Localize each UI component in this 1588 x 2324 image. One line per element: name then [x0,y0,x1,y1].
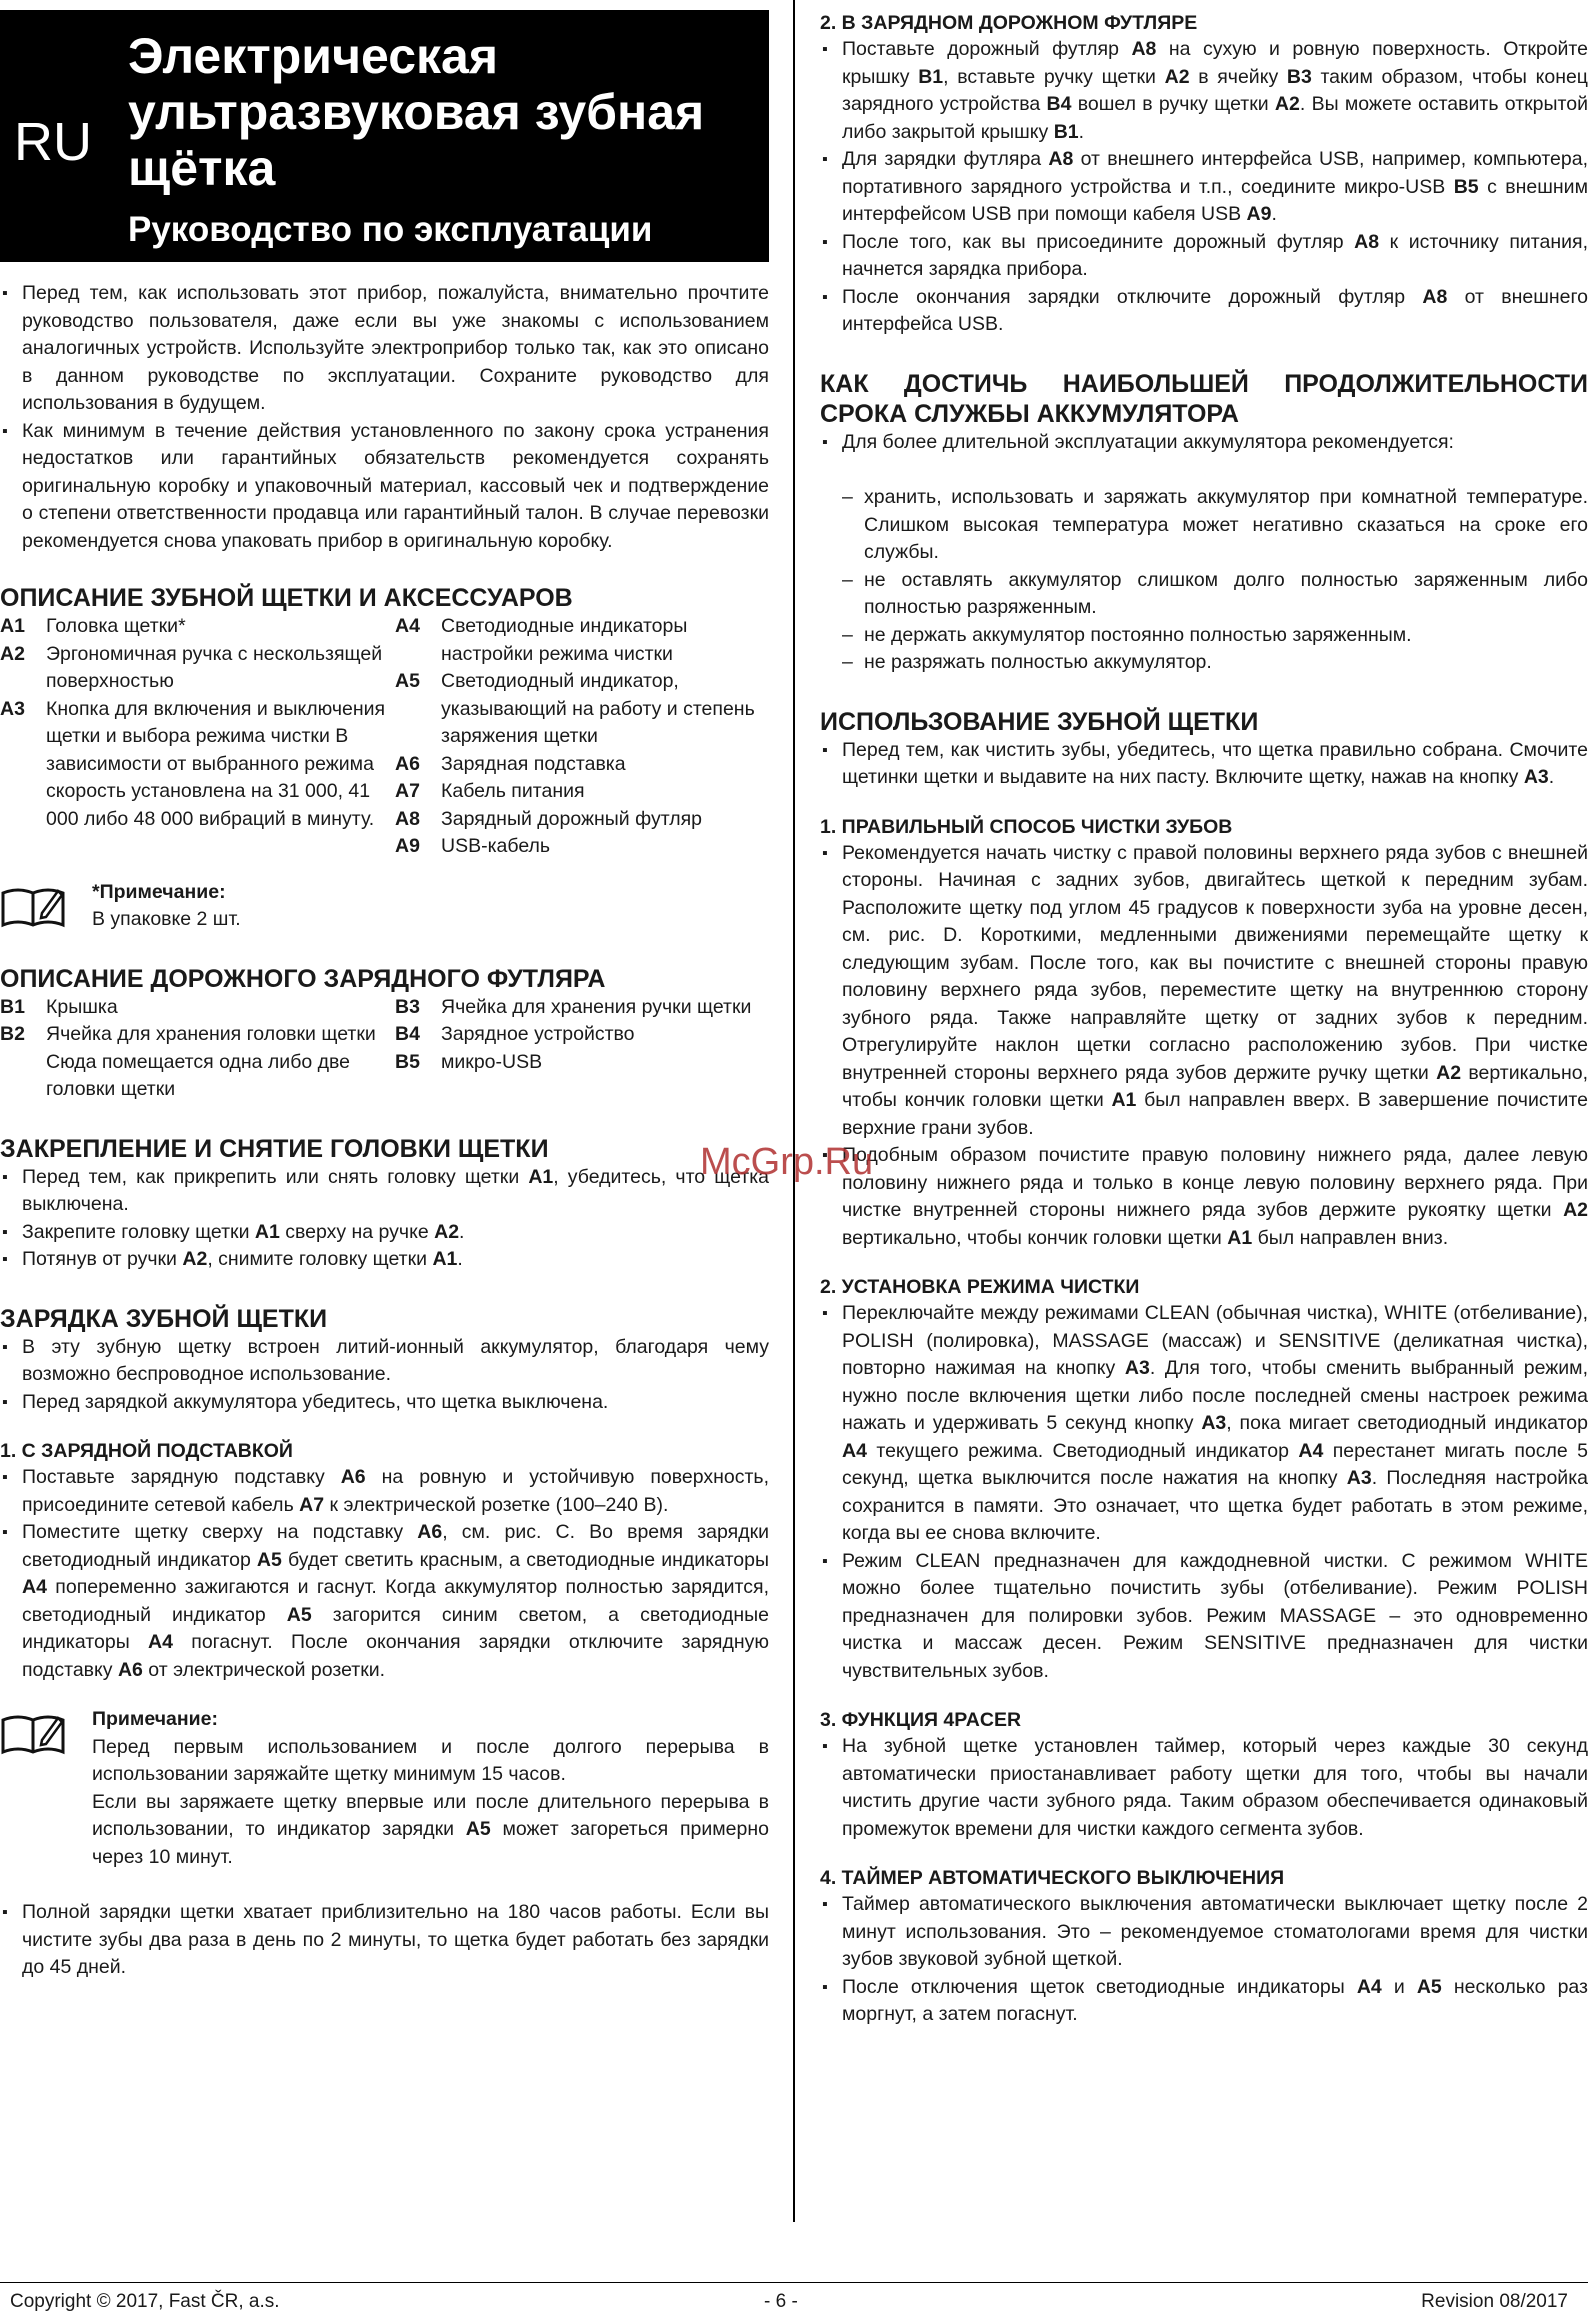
language-code: RU [14,112,92,172]
part-item: A2 Эргономичная ручка с нескользящей поверхностью [0,642,383,692]
list-item: ▪ После окончания зарядки отключите дорожный футляр A8 от внешнего интерфейса USB. [820,284,1588,339]
note-text: Перед первым использованием и после долгого перерыва в использовании заряжайте щетку минимум 15 часов. [92,1735,769,1785]
title-banner [0,10,769,262]
part-item: A5 Светодиодный индикатор, указывающий на работу и степень заряжения щетки [395,670,755,747]
list-item: ▪ После того, как вы присоедините дорожный футляр A8 к источнику питания, начнется зарядка прибора. [820,229,1588,284]
list-item: ▪ Перед тем, как прикрепить или снять головку щетки A1, убедитесь, что щетка выключена. [0,1164,769,1219]
part-item: A1 Головка щетки* [0,615,186,637]
list-item: ▪ Закрепите головку щетки A1 сверху на ручке A2. [0,1219,769,1247]
subsection-heading: 1. С ЗАРЯДНОЙ ПОДСТАВКОЙ [0,1440,293,1462]
dash-item: – не оставлять аккумулятор слишком долго полностью заряженным либо полностью разряженным. [820,567,1588,622]
list-item: ▪ Поставьте зарядную подставку A6 на ровную и устойчивую поверхность, присоедините сетевой кабель A7 к электрической розетке (100–240 В). [0,1464,769,1519]
part-item: A4 Светодиодные индикаторы настройки режима чистки [395,615,688,665]
list-item: ▪ Режим CLEAN предназначен для каждодневной чистки. С режимом WHITE можно более тщательно почистить зубы (отбеливание). Режим POLISH предназначен для полировки зубов. Режим MASSAGE – это одновременно чистка и массаж десен. Режим SENSITIVE предназначен для чистки чувствительных зубов. [820,1548,1588,1686]
part-item: A8 Зарядный дорожный футляр [395,807,702,830]
part-item: B2 Ячейка для хранения головки щетки Сюда помещается одна либо две головки щетки [0,1023,376,1100]
column-divider [793,0,795,2222]
section-heading: ОПИСАНИЕ ДОРОЖНОГО ЗАРЯДНОГО ФУТЛЯРА [0,964,606,993]
note-text: В упаковке 2 шт. [92,908,241,930]
section-heading: ЗАКРЕПЛЕНИЕ И СНЯТИЕ ГОЛОВКИ ЩЕТКИ [0,1134,549,1163]
parts-list-brush [0,613,769,861]
section-heading: ОПИСАНИЕ ЗУБНОЙ ЩЕТКИ И АКСЕССУАРОВ [0,584,573,612]
list-item: ▪ Подобным образом почистите правую половину нижнего ряда, далее левую половину нижнего ряда и только в конце левую половину верхнего ряда. При чистке внутренней стороны нижнего ряда зубов держите рукоятку щетки A2 вертикально, чтобы кончик головки щетки A1 был направлен вниз. [820,1142,1588,1252]
document-subtitle: Руководство по эксплуатации [128,210,653,249]
list-item: ▪ После отключения щеток светодиодные индикаторы A4 и A5 несколько раз моргнут, а затем погаснут. [820,1974,1588,2029]
footer-revision: Revision 08/2017 [1421,2291,1568,2312]
footer-page-number: - 6 - [764,2291,798,2312]
part-item: B4 Зарядное устройство [395,1023,635,1045]
dash-item: – хранить, использовать и заряжать аккумулятор при комнатной температуре. Слишком высокая температура может негативно сказаться на сроке его службы. [820,484,1588,567]
book-note-icon [0,885,66,940]
part-item: A3 Кнопка для включения и выключения щетки и выбора режима чистки В зависимости от выбранного режима скорость установлена на 31 000, 41 000 либо 48 000 вибраций в минуту. [0,697,386,830]
list-item: ▪ Таймер автоматического выключения автоматически выключает щетку после 2 минут использования. Это – рекомендуемое стоматологами время для чистки зубов звуковой зубной щеткой. [820,1891,1588,1974]
dash-item: – не держать аккумулятор постоянно полностью заряженным. [820,622,1588,650]
note-text: Если вы заряжаете щетку впервые или после длительного перерыва в использовании, то индикатор зарядки A5 может загореться примерно через 10 минут. [92,1790,769,1868]
note-title: Примечание: [92,1708,218,1730]
list-item: ▪ Перед зарядкой аккумулятора убедитесь, что щетка выключена. [0,1389,769,1417]
book-note-icon [0,1712,66,1767]
intro-paragraph: ▪ Перед тем, как использовать этот прибор, пожалуйста, внимательно прочтите руководство пользователя, даже если вы уже знакомы с использованием аналогичных устройств. Используйте электроприбор только так, как это описано в данном руководстве по эксплуатации. Сохраните руководство для использования в будущем. [0,280,769,418]
part-item: A6 Зарядная подставка [395,752,626,775]
list-item: ▪ Рекомендуется начать чистку с правой половины верхнего ряда зубов с внешней стороны. Начиная с задних зубов, двигайтесь щеткой к передним зубам. Расположите щетку под углом 45 градусов к поверхности зуба на уровне десен, см. рис. D. Короткими, медленными движениями перемещайте щетку к следующим зубам. После того, как вы почистите с внешней стороны правую половину верхнего ряда зубов, переместите щетку на внутреннюю сторону зубного ряда. Также направляйте щетку от задних зубов к передним. Отрегулируйте наклон щетки согласно расположению зубов. При чистке внутренней стороны верхнего ряда зубов держите ручку щетки A2 вертикально, чтобы кончик головки щетки A1 был направлен вверх. В завершение почистите верхние грани зубов. [820,840,1588,1143]
list-item: ▪ Для более длительной эксплуатации аккумулятора рекомендуется: [820,429,1588,457]
list-item: ▪ Полной зарядки щетки хватает приблизительно на 180 часов работы. Если вы чистите зубы два раза в день по 2 минуты, то щетка будет работать без зарядки до 45 дней. [0,1899,769,1982]
part-item: A7 Кабель питания [395,780,585,802]
note-title: *Примечание: [92,880,226,903]
part-item: B3 Ячейка для хранения ручки щетки [395,995,752,1018]
section-heading: ИСПОЛЬЗОВАНИЕ ЗУБНОЙ ЩЕТКИ [820,707,1259,736]
dash-item: – не разряжать полностью аккумулятор. [820,649,1588,677]
subsection-heading: 1. ПРАВИЛЬНЫЙ СПОСОБ ЧИСТКИ ЗУБОВ [820,815,1233,838]
right-column [820,10,1588,2029]
section-heading: ЗАРЯДКА ЗУБНОЙ ЩЕТКИ [0,1304,328,1333]
list-item: ▪ В эту зубную щетку встроен литий-ионный аккумулятор, благодаря чему возможно беспроводное использование. [0,1334,769,1389]
subsection-heading: 2. УСТАНОВКА РЕЖИМА ЧИСТКИ [820,1276,1140,1298]
subsection-heading: 4. ТАЙМЕР АВТОМАТИЧЕСКОГО ВЫКЛЮЧЕНИЯ [820,1867,1285,1889]
watermark: McGrp.Ru [700,1141,874,1183]
footer-rule [0,2282,1588,2283]
part-item: B1 Крышка [0,995,118,1018]
note-block [0,879,769,934]
part-item: B5 микро-USB [395,1050,543,1073]
intro-paragraph: ▪ Как минимум в течение действия установленного по закону срока устранения недостатков или гарантийных обязательств рекомендуется сохранять оригинальную коробку и упаковочный материал, кассовый чек и подтверждение о степени ответственности продавца или гарантийный талон. В случае перевозки рекомендуется снова упаковать прибор в оригинальную коробку. [0,418,769,556]
list-item: ▪ Перед тем, как чистить зубы, убедитесь, что щетка правильно собрана. Смочите щетинки щетки и выдавите на них пасту. Включите щетку, нажав на кнопку A3. [820,737,1588,792]
list-item: ▪ Для зарядки футляра A8 от внешнего интерфейса USB, например, компьютера, портативного зарядного устройства и т.п., соедините микро-USB B5 с внешним интерфейсом USB при помощи кабеля USB A9. [820,146,1588,229]
list-item: ▪ Поставьте дорожный футляр A8 на сухую и ровную поверхность. Откройте крышку B1, вставьте ручку щетки A2 в ячейку B3 таким образом, чтобы конец зарядного устройства B4 вошел в ручку щетки A2. Вы можете оставить открытой либо закрытой крышку B1. [820,36,1588,146]
document-title: Электрическая ультразвуковая зубная щётка [128,28,705,196]
subsection-heading: 2. В ЗАРЯДНОМ ДОРОЖНОМ ФУТЛЯРЕ [820,12,1198,34]
list-item: ▪ Переключайте между режимами CLEAN (обычная чистка), WHITE (отбеливание), POLISH (полировка), MASSAGE (массаж) и SENSITIVE (деликатная чистка), повторно нажимая на кнопку A3. Для того, чтобы сменить выбранный режим, нужно после включения щетки либо после последней смены настроек режима нажать и удерживать 5 секунд кнопку A3, пока мигает светодиодный индикатор A4 текущего режима. Светодиодный индикатор A4 перестанет мигать после 5 секунд, щетка выключится после нажатия на кнопку A3. Последняя настройка сохранится в памяти. Это означает, что щетка будет работать в этом режиме, когда вы ее снова включите. [820,1300,1588,1548]
left-column [0,280,769,1982]
list-item: ▪ Поместите щетку сверху на подставку A6, см. рис. C. Во время зарядки светодиодный индикатор A5 будет светить красным, а светодиодные индикаторы A4 попеременно зажигаются и гаснут. Когда аккумулятор полностью зарядится, светодиодный индикатор A5 загорится синим светом, а светодиодные индикаторы A4 погаснут. После окончания зарядки отключите зарядную подставку A6 от электрической розетки. [0,1519,769,1684]
parts-list-case [0,994,769,1104]
part-item: A9 USB-кабель [395,835,551,857]
subsection-heading: 3. ФУНКЦИЯ 4PACER [820,1709,1022,1731]
list-item: ▪ На зубной щетке установлен таймер, который через каждые 30 секунд автоматически приостанавливает работу щетки для того, чтобы вы начали чистить другие части зубного ряда. Таким образом обеспечивается одинаковый промежуток времени для чистки каждого сегмента зубов. [820,1733,1588,1843]
section-heading: КАК ДОСТИЧЬ НАИБОЛЬШЕЙ ПРОДОЛЖИТЕЛЬНОСТИ СРОКА СЛУЖБЫ АККУМУЛЯТОРА [820,369,1588,428]
list-item: ▪ Потянув от ручки A2, снимите головку щетки A1. [0,1246,769,1274]
note-block [0,1706,769,1871]
footer-copyright: Copyright © 2017, Fast ČR, a.s. [10,2291,280,2312]
